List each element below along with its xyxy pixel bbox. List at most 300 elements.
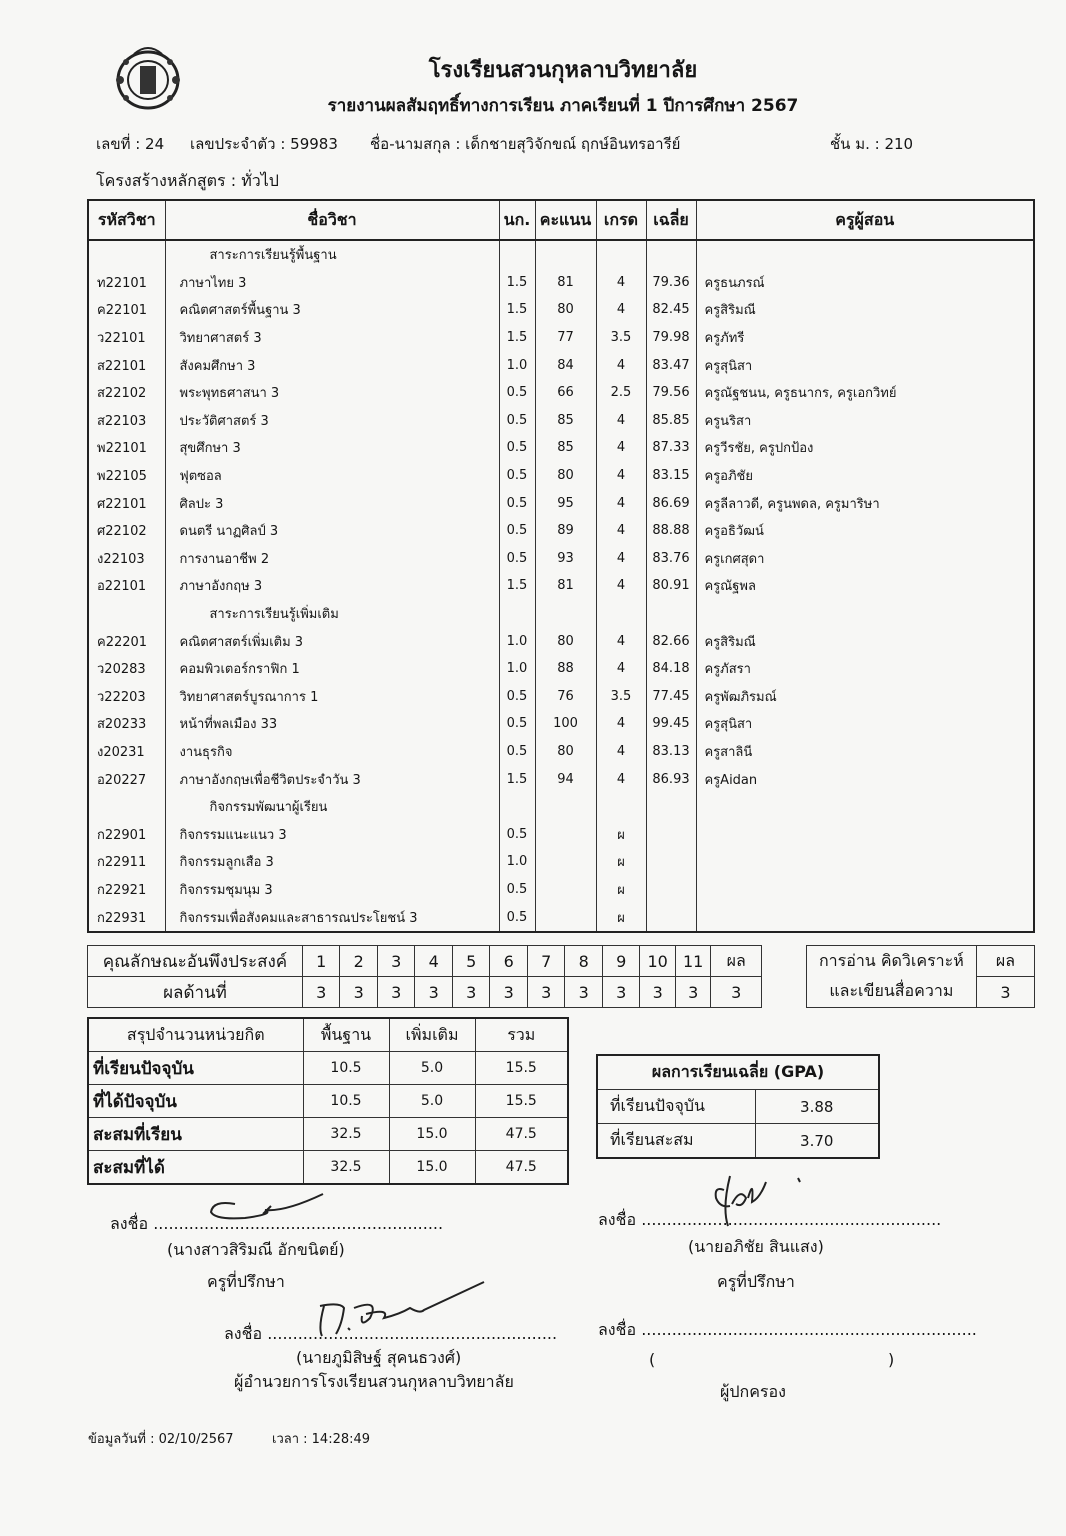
subject-code: ค22101 xyxy=(88,296,165,324)
trait-result-value: 3 xyxy=(675,977,710,1008)
subject-credit: 0.5 xyxy=(499,489,535,517)
subject-average: 99.45 xyxy=(646,710,696,738)
subject-name: กิจกรรมแนะแนว 3 xyxy=(165,820,499,848)
subject-average: 86.93 xyxy=(646,765,696,793)
group-empty-cell xyxy=(535,600,596,628)
subject-code: ก22931 xyxy=(88,903,165,932)
traits-gap xyxy=(762,946,807,977)
credits-row xyxy=(88,1118,568,1151)
subject-row xyxy=(88,407,1034,435)
subject-grade: 4 xyxy=(596,710,646,738)
subject-grade: ผ xyxy=(596,848,646,876)
subject-average xyxy=(646,903,696,932)
credits-table xyxy=(87,1017,569,1185)
group-empty-cell xyxy=(596,793,646,821)
group-code-cell xyxy=(88,240,165,269)
subject-score: 100 xyxy=(535,710,596,738)
credits-basic: 10.5 xyxy=(303,1052,389,1085)
trait-result-value: 3 xyxy=(565,977,603,1008)
subject-row xyxy=(88,820,1034,848)
group-empty-cell xyxy=(596,600,646,628)
subject-grade: 4 xyxy=(596,407,646,435)
subject-name: ฟุตซอล xyxy=(165,462,499,490)
subject-name: หน้าที่พลเมือง 33 xyxy=(165,710,499,738)
trait-item-number: 8 xyxy=(565,946,603,977)
subject-score xyxy=(535,903,596,932)
credits-row xyxy=(88,1085,568,1118)
group-empty-cell xyxy=(535,240,596,269)
subject-code: ส22103 xyxy=(88,407,165,435)
trait-item-number: 1 xyxy=(302,946,340,977)
header-teacher: ครูผู้สอน xyxy=(696,200,1034,240)
credits-extra: 15.0 xyxy=(389,1118,475,1151)
subject-code: ค22201 xyxy=(88,627,165,655)
subject-average: 82.45 xyxy=(646,296,696,324)
subject-grade: 3.5 xyxy=(596,324,646,352)
traits-gap xyxy=(762,977,807,1008)
reading-label-line1: การอ่าน คิดวิเคราะห์ xyxy=(806,946,976,977)
subject-code: อ22101 xyxy=(88,572,165,600)
traits-summary-label: ผล xyxy=(711,946,762,977)
trait-item-number: 10 xyxy=(640,946,675,977)
credits-header-total: รวม xyxy=(475,1018,568,1052)
subject-code: ว22203 xyxy=(88,683,165,711)
subject-score: 85 xyxy=(535,434,596,462)
subject-grade: 4 xyxy=(596,517,646,545)
dotted-line: .................................................................. xyxy=(641,1320,977,1339)
subject-score: 81 xyxy=(535,269,596,297)
grades-body xyxy=(88,240,1034,932)
subject-grade: 4 xyxy=(596,296,646,324)
advisor1-name: (นางสาวสิริมณี อักขนิตย์) xyxy=(167,1240,345,1259)
school-name: โรงเรียนสวนกุหลาบวิทยาลัย xyxy=(428,58,698,83)
subject-score: 85 xyxy=(535,407,596,435)
subject-name: ศิลปะ 3 xyxy=(165,489,499,517)
subject-grade: 4 xyxy=(596,738,646,766)
subject-score: 66 xyxy=(535,379,596,407)
subject-grade: ผ xyxy=(596,820,646,848)
subject-row xyxy=(88,655,1034,683)
credits-total: 47.5 xyxy=(475,1151,568,1185)
subject-average: 83.47 xyxy=(646,351,696,379)
credits-basic: 32.5 xyxy=(303,1151,389,1185)
parent-role: ผู้ปกครอง xyxy=(720,1382,786,1401)
credits-header-extra: เพิ่มเติม xyxy=(389,1018,475,1052)
trait-item-number: 7 xyxy=(527,946,565,977)
subject-row xyxy=(88,765,1034,793)
subject-grade: 4 xyxy=(596,545,646,573)
gpa-cumulative-label: ที่เรียนสะสม xyxy=(597,1124,755,1159)
subject-grade: 2.5 xyxy=(596,379,646,407)
subject-name: พระพุทธศาสนา 3 xyxy=(165,379,499,407)
trait-result-value: 3 xyxy=(527,977,565,1008)
subject-name: คณิตศาสตร์เพิ่มเติม 3 xyxy=(165,627,499,655)
subject-teacher xyxy=(696,876,1034,904)
subject-grade: ผ xyxy=(596,876,646,904)
subject-average: 83.76 xyxy=(646,545,696,573)
subject-name: ประวัติศาสตร์ 3 xyxy=(165,407,499,435)
trait-result-value: 3 xyxy=(377,977,415,1008)
trait-result-value: 3 xyxy=(415,977,453,1008)
subject-score: 94 xyxy=(535,765,596,793)
gpa-current-value: 3.88 xyxy=(755,1090,879,1124)
subject-code: ว22101 xyxy=(88,324,165,352)
credits-extra: 5.0 xyxy=(389,1085,475,1118)
traits-table xyxy=(87,945,1035,1008)
subject-credit: 1.5 xyxy=(499,269,535,297)
subject-row xyxy=(88,434,1034,462)
subject-teacher: ครูอภิชัย xyxy=(696,462,1034,490)
subject-score: 84 xyxy=(535,351,596,379)
subject-row xyxy=(88,269,1034,297)
subject-code: ก22921 xyxy=(88,876,165,904)
group-empty-cell xyxy=(499,793,535,821)
header-average: เฉลี่ย xyxy=(646,200,696,240)
trait-item-number: 5 xyxy=(452,946,490,977)
header-subject: ชื่อวิชา xyxy=(165,200,499,240)
trait-item-number: 3 xyxy=(377,946,415,977)
subject-score: 81 xyxy=(535,572,596,600)
director-name: (นายภูมิสิษฐ์ สุคนธวงศ์) xyxy=(296,1348,462,1367)
credits-header-row xyxy=(88,1018,568,1052)
advisor1-role: ครูที่ปรึกษา xyxy=(207,1272,285,1291)
subject-credit: 0.5 xyxy=(499,876,535,904)
subject-average: 79.56 xyxy=(646,379,696,407)
trait-item-number: 4 xyxy=(415,946,453,977)
subject-name: วิทยาศาสตร์บูรณาการ 1 xyxy=(165,683,499,711)
subject-credit: 0.5 xyxy=(499,379,535,407)
credits-total: 47.5 xyxy=(475,1118,568,1151)
subject-code: ส22101 xyxy=(88,351,165,379)
subject-teacher: ครูลีลาวดี, ครูนพดล, ครูมาริษา xyxy=(696,489,1034,517)
subject-teacher: ครูภัสรา xyxy=(696,655,1034,683)
subject-row xyxy=(88,738,1034,766)
subject-row xyxy=(88,545,1034,573)
advisor1-signature xyxy=(205,1188,325,1224)
subject-teacher: ครูวีรชัย, ครูปกป้อง xyxy=(696,434,1034,462)
trait-result-value: 3 xyxy=(452,977,490,1008)
trait-item-number: 9 xyxy=(602,946,640,977)
credits-row-label: สะสมที่เรียน xyxy=(88,1118,303,1151)
subject-teacher: ครูธนภรณ์ xyxy=(696,269,1034,297)
subject-teacher xyxy=(696,848,1034,876)
dotted-line: ......................................................... xyxy=(267,1324,558,1343)
footer-date: ข้อมูลวันที่ : 02/10/2567 xyxy=(88,1432,234,1447)
subject-average xyxy=(646,876,696,904)
subject-teacher: ครูสิริมณี xyxy=(696,627,1034,655)
group-code-cell xyxy=(88,793,165,821)
credits-basic: 10.5 xyxy=(303,1085,389,1118)
subject-teacher xyxy=(696,903,1034,932)
traits-summary-value: 3 xyxy=(711,977,762,1008)
subject-average: 84.18 xyxy=(646,655,696,683)
subject-row xyxy=(88,489,1034,517)
subject-average: 79.36 xyxy=(646,269,696,297)
subject-score: 95 xyxy=(535,489,596,517)
subject-code: ท22101 xyxy=(88,269,165,297)
group-empty-cell xyxy=(499,240,535,269)
credits-row xyxy=(88,1151,568,1185)
subject-credit: 0.5 xyxy=(499,407,535,435)
subject-score: 76 xyxy=(535,683,596,711)
trait-item-number: 11 xyxy=(675,946,710,977)
header-score: คะแนน xyxy=(535,200,596,240)
subject-name: ภาษาอังกฤษ 3 xyxy=(165,572,499,600)
subject-grade: 4 xyxy=(596,765,646,793)
group-empty-cell xyxy=(696,600,1034,628)
trait-result-value: 3 xyxy=(602,977,640,1008)
subject-name: งานธุรกิจ xyxy=(165,738,499,766)
group-header-row xyxy=(88,600,1034,628)
group-empty-cell xyxy=(646,600,696,628)
subject-name: คอมพิวเตอร์กราฟิก 1 xyxy=(165,655,499,683)
group-header-row xyxy=(88,793,1034,821)
subject-average: 83.13 xyxy=(646,738,696,766)
header-credit: นก. xyxy=(499,200,535,240)
sign-label: ลงชื่อ xyxy=(598,1320,637,1339)
group-empty-cell xyxy=(646,240,696,269)
subject-teacher: ครูนริสา xyxy=(696,407,1034,435)
traits-label: คุณลักษณะอันพึงประสงค์ xyxy=(88,946,303,977)
student-id: เลขประจำตัว : 59983 xyxy=(190,135,338,153)
subject-code: ศ22102 xyxy=(88,517,165,545)
header-grade: เกรด xyxy=(596,200,646,240)
gpa-table xyxy=(596,1054,880,1159)
subject-row xyxy=(88,848,1034,876)
subject-score xyxy=(535,820,596,848)
subject-teacher: ครูสุนิสา xyxy=(696,710,1034,738)
subject-row xyxy=(88,517,1034,545)
parent-name-open: ( xyxy=(649,1350,656,1369)
trait-result-value: 3 xyxy=(302,977,340,1008)
subject-score: 80 xyxy=(535,738,596,766)
subject-row xyxy=(88,903,1034,932)
subject-score xyxy=(535,848,596,876)
subject-credit: 0.5 xyxy=(499,738,535,766)
subject-average xyxy=(646,820,696,848)
header-code: รหัสวิชา xyxy=(88,200,165,240)
grades-header-row xyxy=(88,200,1034,240)
subject-code: ก22911 xyxy=(88,848,165,876)
curriculum-structure: โครงสร้างหลักสูตร : ทั่วไป xyxy=(96,171,279,190)
group-name: สาระการเรียนรู้เพิ่มเติม xyxy=(165,600,499,628)
subject-teacher: ครูณัฐพล xyxy=(696,572,1034,600)
subject-score: 77 xyxy=(535,324,596,352)
grades-table xyxy=(87,199,1035,933)
subject-teacher: ครูสุนิสา xyxy=(696,351,1034,379)
subject-row xyxy=(88,296,1034,324)
subject-grade: 3.5 xyxy=(596,683,646,711)
subject-score: 88 xyxy=(535,655,596,683)
subject-teacher: ครูณัฐชนน, ครูธนากร, ครูเอกวิทย์ xyxy=(696,379,1034,407)
traits-values-row xyxy=(88,977,1035,1008)
subject-name: กิจกรรมเพื่อสังคมและสาธารณประโยชน์ 3 xyxy=(165,903,499,932)
subject-code: ส22102 xyxy=(88,379,165,407)
sign-label: ลงชื่อ xyxy=(224,1324,263,1343)
subject-credit: 1.0 xyxy=(499,848,535,876)
subject-grade: 4 xyxy=(596,572,646,600)
subject-name: กิจกรรมชุมนุม 3 xyxy=(165,876,499,904)
credits-row-label: สะสมที่ได้ xyxy=(88,1151,303,1185)
subject-teacher: ครูภัทรี xyxy=(696,324,1034,352)
subject-grade: 4 xyxy=(596,489,646,517)
subject-name: คณิตศาสตร์พื้นฐาน 3 xyxy=(165,296,499,324)
subject-row xyxy=(88,710,1034,738)
subject-teacher: ครูสิริมณี xyxy=(696,296,1034,324)
subject-credit: 1.0 xyxy=(499,655,535,683)
subject-row xyxy=(88,876,1034,904)
subject-credit: 0.5 xyxy=(499,462,535,490)
subject-code: ว20283 xyxy=(88,655,165,683)
subject-row xyxy=(88,351,1034,379)
group-empty-cell xyxy=(696,793,1034,821)
credits-row xyxy=(88,1052,568,1085)
trait-result-value: 3 xyxy=(490,977,528,1008)
subject-credit: 0.5 xyxy=(499,434,535,462)
trait-item-number: 2 xyxy=(340,946,378,977)
advisor2-signature xyxy=(706,1168,816,1232)
group-empty-cell xyxy=(535,793,596,821)
subject-code: ง22103 xyxy=(88,545,165,573)
group-empty-cell xyxy=(646,793,696,821)
gpa-current-label: ที่เรียนปัจจุบัน xyxy=(597,1090,755,1124)
subject-grade: 4 xyxy=(596,655,646,683)
subject-name: สุขศึกษา 3 xyxy=(165,434,499,462)
reading-result-label: ผล xyxy=(977,946,1035,977)
subject-row xyxy=(88,572,1034,600)
subject-name: วิทยาศาสตร์ 3 xyxy=(165,324,499,352)
subject-average: 87.33 xyxy=(646,434,696,462)
subject-average: 88.88 xyxy=(646,517,696,545)
subject-credit: 1.0 xyxy=(499,627,535,655)
subject-score: 80 xyxy=(535,296,596,324)
subject-name: ภาษาอังกฤษเพื่อชีวิตประจำวัน 3 xyxy=(165,765,499,793)
group-empty-cell xyxy=(596,240,646,269)
advisor2-role: ครูที่ปรึกษา xyxy=(717,1272,795,1291)
subject-row xyxy=(88,324,1034,352)
trait-result-value: 3 xyxy=(340,977,378,1008)
gpa-cumulative-value: 3.70 xyxy=(755,1124,879,1159)
subject-grade: 4 xyxy=(596,462,646,490)
credits-row-label: ที่เรียนปัจจุบัน xyxy=(88,1052,303,1085)
subject-average: 80.91 xyxy=(646,572,696,600)
footer-time: เวลา : 14:28:49 xyxy=(272,1432,371,1447)
subject-grade: ผ xyxy=(596,903,646,932)
subject-name: ภาษาไทย 3 xyxy=(165,269,499,297)
dotted-line: ........................................................... xyxy=(641,1210,942,1229)
subject-average: 82.66 xyxy=(646,627,696,655)
credits-basic: 32.5 xyxy=(303,1118,389,1151)
credits-extra: 5.0 xyxy=(389,1052,475,1085)
credits-header-label: สรุปจำนวนหน่วยกิต xyxy=(88,1018,303,1052)
subject-credit: 0.5 xyxy=(499,903,535,932)
subject-credit: 1.0 xyxy=(499,351,535,379)
credits-extra: 15.0 xyxy=(389,1151,475,1185)
subject-code: อ20227 xyxy=(88,765,165,793)
report-title: รายงานผลสัมฤทธิ์ทางการเรียน ภาคเรียนที่ 1 ปีการศึกษา 2567 xyxy=(327,96,799,116)
subject-teacher: ครูเกศสุดา xyxy=(696,545,1034,573)
parent-name-close: ) xyxy=(888,1350,895,1369)
subject-credit: 0.5 xyxy=(499,545,535,573)
gpa-title: ผลการเรียนเฉลี่ย (GPA) xyxy=(597,1055,879,1090)
subject-name: สังคมศึกษา 3 xyxy=(165,351,499,379)
credits-row-label: ที่ได้ปัจจุบัน xyxy=(88,1085,303,1118)
subject-average: 86.69 xyxy=(646,489,696,517)
subject-teacher: ครูพัฒภิรมณ์ xyxy=(696,683,1034,711)
student-number: เลขที่ : 24 xyxy=(96,135,165,153)
traits-items-row xyxy=(88,946,1035,977)
subject-code: ก22901 xyxy=(88,820,165,848)
dotted-line: ......................................................... xyxy=(153,1214,444,1233)
subject-average: 83.15 xyxy=(646,462,696,490)
subject-average: 85.85 xyxy=(646,407,696,435)
subject-name: กิจกรรมลูกเสือ 3 xyxy=(165,848,499,876)
subject-code: ง20231 xyxy=(88,738,165,766)
subject-grade: 4 xyxy=(596,627,646,655)
subject-credit: 1.5 xyxy=(499,324,535,352)
subject-average: 77.45 xyxy=(646,683,696,711)
credits-body xyxy=(88,1052,568,1185)
subject-row xyxy=(88,627,1034,655)
reading-result-value: 3 xyxy=(977,977,1035,1008)
subject-credit: 0.5 xyxy=(499,683,535,711)
subject-code: ส20233 xyxy=(88,710,165,738)
trait-result-value: 3 xyxy=(640,977,675,1008)
subject-code: ศ22101 xyxy=(88,489,165,517)
trait-item-number: 6 xyxy=(490,946,528,977)
subject-row xyxy=(88,683,1034,711)
subject-average xyxy=(646,848,696,876)
parent-sign-line xyxy=(598,1318,977,1343)
credits-total: 15.5 xyxy=(475,1052,568,1085)
subject-average: 79.98 xyxy=(646,324,696,352)
subject-teacher: ครูAidan xyxy=(696,765,1034,793)
subject-score: 89 xyxy=(535,517,596,545)
director-role: ผู้อำนวยการโรงเรียนสวนกุหลาบวิทยาลัย xyxy=(234,1372,514,1391)
sign-label: ลงชื่อ xyxy=(110,1214,149,1233)
credits-header-basic: พื้นฐาน xyxy=(303,1018,389,1052)
group-empty-cell xyxy=(696,240,1034,269)
student-class: ชั้น ม. : 210 xyxy=(830,135,914,153)
subject-credit: 1.5 xyxy=(499,572,535,600)
advisor2-name: (นายอภิชัย สินแสง) xyxy=(688,1237,824,1256)
subject-score: 80 xyxy=(535,627,596,655)
credits-total: 15.5 xyxy=(475,1085,568,1118)
subject-credit: 1.5 xyxy=(499,296,535,324)
subject-teacher: ครูอธิวัฒน์ xyxy=(696,517,1034,545)
subject-teacher xyxy=(696,820,1034,848)
subject-row xyxy=(88,462,1034,490)
subject-credit: 0.5 xyxy=(499,710,535,738)
subject-score: 80 xyxy=(535,462,596,490)
director-signature xyxy=(300,1278,490,1340)
student-name: ชื่อ-นามสกุล : เด็กชายสุวิจักขณ์ ฤกษ์อินทรอารีย์ xyxy=(370,135,681,153)
subject-code: พ22101 xyxy=(88,434,165,462)
subject-credit: 1.5 xyxy=(499,765,535,793)
subject-credit: 0.5 xyxy=(499,820,535,848)
subject-row xyxy=(88,379,1034,407)
subject-name: การงานอาชีพ 2 xyxy=(165,545,499,573)
subject-score: 93 xyxy=(535,545,596,573)
subject-score xyxy=(535,876,596,904)
subject-grade: 4 xyxy=(596,434,646,462)
subject-grade: 4 xyxy=(596,351,646,379)
sign-label: ลงชื่อ xyxy=(598,1210,637,1229)
subject-teacher: ครูสาลินี xyxy=(696,738,1034,766)
group-code-cell xyxy=(88,600,165,628)
group-name: กิจกรรมพัฒนาผู้เรียน xyxy=(165,793,499,821)
group-name: สาระการเรียนรู้พื้นฐาน xyxy=(165,240,499,269)
